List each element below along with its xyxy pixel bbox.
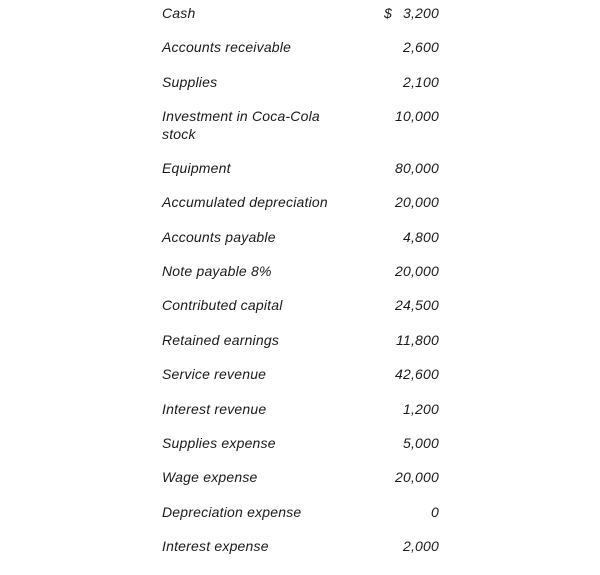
- account-row-cash: [162, 4, 442, 38]
- account-amount: 20,000: [394, 262, 439, 279]
- account-label: Accumulated depreciation: [162, 194, 328, 211]
- account-amount: 3,200: [402, 5, 439, 21]
- account-amount: 1,200: [402, 400, 439, 417]
- account-amount: 80,000: [394, 159, 439, 176]
- account-row-interest-revenue: [162, 400, 442, 434]
- account-amount: 20,000: [394, 194, 439, 211]
- account-row-retained-earnings: [162, 331, 442, 365]
- account-row-interest-expense: [162, 537, 442, 571]
- account-label: Accounts payable: [162, 228, 276, 245]
- account-row-equipment: [162, 159, 442, 193]
- account-label: Accounts receivable: [162, 39, 292, 56]
- account-row-wage-expense: [162, 468, 442, 502]
- account-label: Cash: [162, 5, 196, 21]
- account-row-contributed-capital: [162, 296, 442, 330]
- account-row-investment-coca-cola: [162, 107, 442, 159]
- account-amount: 24,500: [394, 297, 439, 314]
- account-amount: 0: [431, 503, 439, 520]
- account-row-accounts-receivable: [162, 38, 442, 72]
- account-amount: 20,000: [394, 469, 439, 486]
- account-amount: 42,600: [394, 366, 439, 383]
- account-label: Supplies: [162, 73, 218, 90]
- account-row-supplies-expense: [162, 434, 442, 468]
- account-label: Note payable 8%: [162, 262, 272, 279]
- account-row-accounts-payable: [162, 228, 442, 262]
- account-label: Contributed capital: [162, 297, 283, 314]
- account-amount: 5,000: [402, 434, 439, 451]
- account-label: Retained earnings: [162, 331, 280, 348]
- currency-symbol: $: [384, 5, 392, 21]
- account-label: Supplies expense: [162, 434, 276, 451]
- account-row-service-revenue: [162, 365, 442, 399]
- account-amount: 4,800: [402, 228, 439, 245]
- account-row-note-payable: [162, 262, 442, 296]
- account-amount: 2,100: [402, 73, 439, 90]
- account-label: Interest expense: [162, 538, 269, 555]
- account-amount: 10,000: [394, 108, 439, 125]
- account-label: Investment in Coca-Cola stock: [162, 108, 320, 143]
- account-amount: 2,600: [402, 39, 439, 56]
- account-row-accumulated-depreciation: [162, 193, 442, 227]
- account-amount: 2,000: [402, 538, 439, 555]
- account-balance-list: [162, 4, 442, 571]
- account-label: Interest revenue: [162, 400, 267, 417]
- account-row-depreciation-expense: [162, 503, 442, 537]
- account-label: Depreciation expense: [162, 503, 302, 520]
- account-amount: 11,800: [396, 331, 439, 348]
- account-row-supplies: [162, 73, 442, 107]
- account-label: Service revenue: [162, 366, 267, 383]
- account-label: Wage expense: [162, 469, 258, 486]
- account-label: Equipment: [162, 159, 231, 176]
